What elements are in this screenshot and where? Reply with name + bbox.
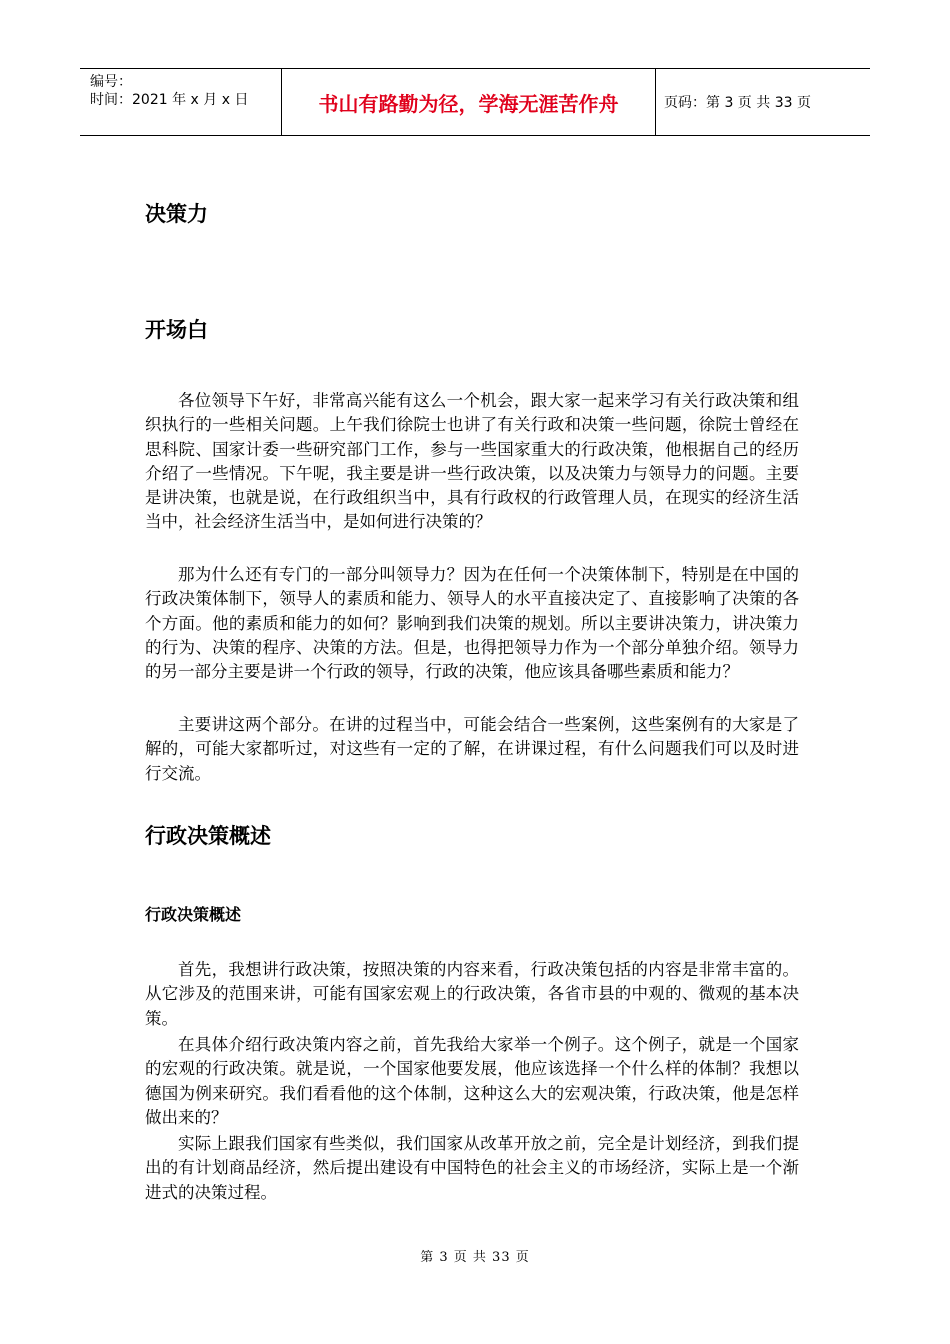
time-label: 时间：2021 年 x 月 x 日 [90, 92, 249, 108]
paragraph: 那为什么还有专门的一部分叫领导力？因为在任何一个决策体制下，特别是在中国的行政决策体制下，领导人的素质和能力、领导人的水平直接决定了、直接影响了决策的各个方面。他的素质和能力的如何？影响到我们决策的规划。所以主要讲决策力，讲决策力的行为、决策的程序、决策的方法。但是，也得把领导力作为一个部分单独介绍。领导力的另一部分主要是讲一个行政的领导，行政的决策，他应该具备哪些素质和能力？ [145, 565, 799, 682]
header-table [80, 68, 870, 136]
paragraph: 主要讲这两个部分。在讲的过程当中，可能会结合一些案例，这些案例有的大家是了解的，可能大家都听过，对这些有一定的了解，在讲课过程，有什么问题我们可以及时进行交流。 [145, 715, 799, 783]
page-footer: 第 3 页 共 33 页 [420, 1250, 530, 1265]
paragraph: 在具体介绍行政决策内容之前，首先我给大家举一个例子。这个例子，就是一个国家的宏观的行政决策。就是说，一个国家他要发展，他应该选择一个什么样的体制？我想以德国为例来研究。我们看看他的这个体制，这种这么大的宏观决策，行政决策，他是怎样做出来的？ [145, 1035, 799, 1127]
paragraph: 首先，我想讲行政决策，按照决策的内容来看，行政决策包括的内容是非常丰富的。从它涉及的范围来讲，可能有国家宏观上的行政决策，各省市县的中观的、微观的基本决策。 [145, 960, 799, 1028]
header-left-cell [80, 69, 281, 135]
paragraph: 实际上跟我们国家有些类似，我们国家从改革开放之前，完全是计划经济，到我们提出的有计划商品经济，然后提出建设有中国特色的社会主义的市场经济，实际上是一个渐进式的决策过程。 [145, 1134, 799, 1202]
page-info: 页码：第 3 页 共 33 页 [664, 95, 811, 111]
subsection-title-overview: 行政决策概述 [145, 905, 242, 924]
motto: 书山有路勤为径，学海无涯苦作舟 [281, 69, 656, 135]
section-title-overview: 行政决策概述 [145, 824, 271, 848]
paragraph: 各位领导下午好，非常高兴能有这么一个机会，跟大家一起来学习有关行政决策和组织执行的一些相关问题。上午我们徐院士也讲了有关行政和决策一些问题，徐院士曾经在思科院、国家计委一些研究部门工作，参与一些国家重大的行政决策，他根据自己的经历介绍了一些情况。下午呢，我主要是讲一些行政决策，以及决策力与领导力的问题。主要是讲决策，也就是说，在行政组织当中，具有行政权的行政管理人员，在现实的经济生活当中，社会经济生活当中，是如何进行决策的？ [145, 391, 799, 532]
number-label: 编号： [90, 74, 132, 90]
page-title: 决策力 [145, 202, 208, 226]
section-title-opening: 开场白 [145, 318, 208, 342]
